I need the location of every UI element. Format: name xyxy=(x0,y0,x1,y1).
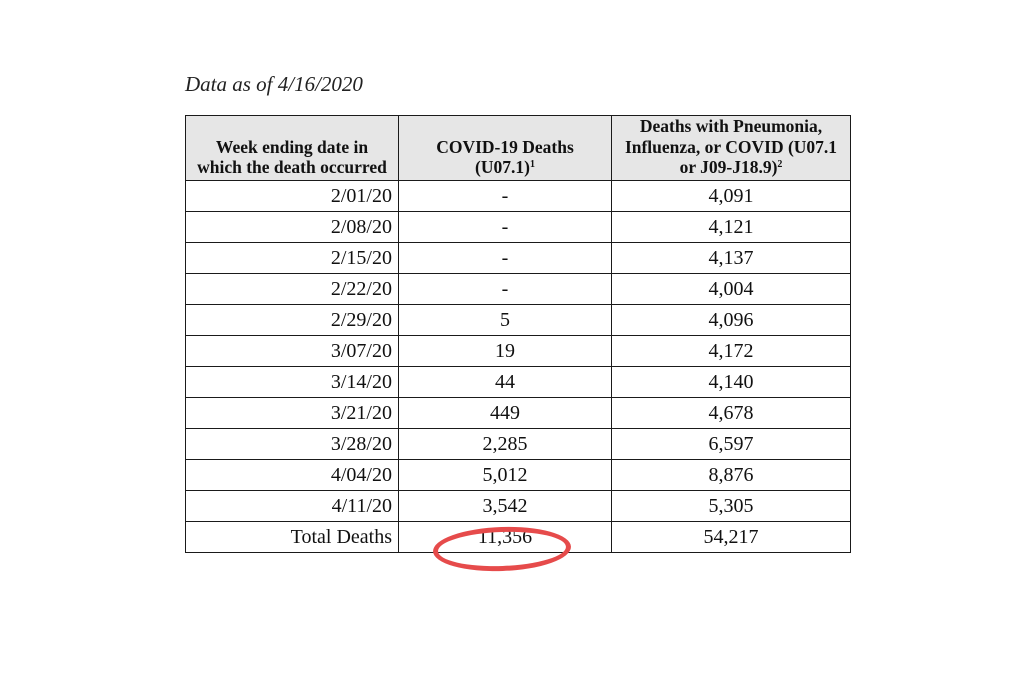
pic-deaths-cell: 5,305 xyxy=(612,490,851,521)
week-cell: 3/07/20 xyxy=(186,335,399,366)
covid-deaths-cell: 3,542 xyxy=(399,490,612,521)
total-row xyxy=(186,521,851,552)
covid-deaths-cell: - xyxy=(399,242,612,273)
week-cell: 3/14/20 xyxy=(186,366,399,397)
week-cell: 4/11/20 xyxy=(186,490,399,521)
pic-deaths-cell: 4,091 xyxy=(612,180,851,211)
pic-deaths-cell: 4,172 xyxy=(612,335,851,366)
covid-deaths-cell: - xyxy=(399,180,612,211)
table-row xyxy=(186,242,851,273)
pic-deaths-cell: 4,096 xyxy=(612,304,851,335)
table-row xyxy=(186,180,851,211)
header-pic-label: Deaths with Pneumonia, Influenza, or COVID (U07.1 or J09-J18.9) xyxy=(624,116,838,178)
footnote-1-marker: 1 xyxy=(529,159,535,171)
week-cell: 2/08/20 xyxy=(186,211,399,242)
table-row xyxy=(186,211,851,242)
pic-deaths-cell: 4,137 xyxy=(612,242,851,273)
total-label: Total Deaths xyxy=(186,521,399,552)
deaths-table xyxy=(185,115,851,553)
table-row xyxy=(186,397,851,428)
pic-deaths-cell: 4,140 xyxy=(612,366,851,397)
table-row xyxy=(186,459,851,490)
covid-deaths-cell: - xyxy=(399,211,612,242)
pic-deaths-cell: 4,678 xyxy=(612,397,851,428)
table-row xyxy=(186,428,851,459)
table-row xyxy=(186,335,851,366)
total-covid-deaths: 11,356 xyxy=(399,521,612,552)
table-header-row xyxy=(186,116,851,181)
header-week-ending: Week ending date in which the death occurred xyxy=(186,116,399,181)
table-row xyxy=(186,366,851,397)
week-cell: 2/22/20 xyxy=(186,273,399,304)
pic-deaths-cell: 4,004 xyxy=(612,273,851,304)
data-as-of-caption: Data as of 4/16/2020 xyxy=(185,72,363,96)
covid-deaths-cell: 19 xyxy=(399,335,612,366)
week-cell: 4/04/20 xyxy=(186,459,399,490)
table-row xyxy=(186,273,851,304)
table-row xyxy=(186,490,851,521)
covid-deaths-cell: 44 xyxy=(399,366,612,397)
header-covid-deaths-label: COVID-19 Deaths (U07.1) xyxy=(436,136,574,178)
covid-deaths-cell: 2,285 xyxy=(399,428,612,459)
covid-deaths-cell: 449 xyxy=(399,397,612,428)
header-covid-deaths xyxy=(399,116,612,181)
week-cell: 2/15/20 xyxy=(186,242,399,273)
pic-deaths-cell: 6,597 xyxy=(612,428,851,459)
covid-deaths-cell: 5 xyxy=(399,304,612,335)
table-row xyxy=(186,304,851,335)
covid-deaths-cell: - xyxy=(399,273,612,304)
week-cell: 2/29/20 xyxy=(186,304,399,335)
table-body xyxy=(186,180,851,552)
header-pneumonia-influenza-covid xyxy=(612,116,851,181)
week-cell: 3/21/20 xyxy=(186,397,399,428)
week-cell: 3/28/20 xyxy=(186,428,399,459)
pic-deaths-cell: 4,121 xyxy=(612,211,851,242)
pic-deaths-cell: 8,876 xyxy=(612,459,851,490)
footnote-2-marker: 2 xyxy=(777,159,783,171)
covid-deaths-cell: 5,012 xyxy=(399,459,612,490)
total-pic-deaths: 54,217 xyxy=(612,521,851,552)
week-cell: 2/01/20 xyxy=(186,180,399,211)
